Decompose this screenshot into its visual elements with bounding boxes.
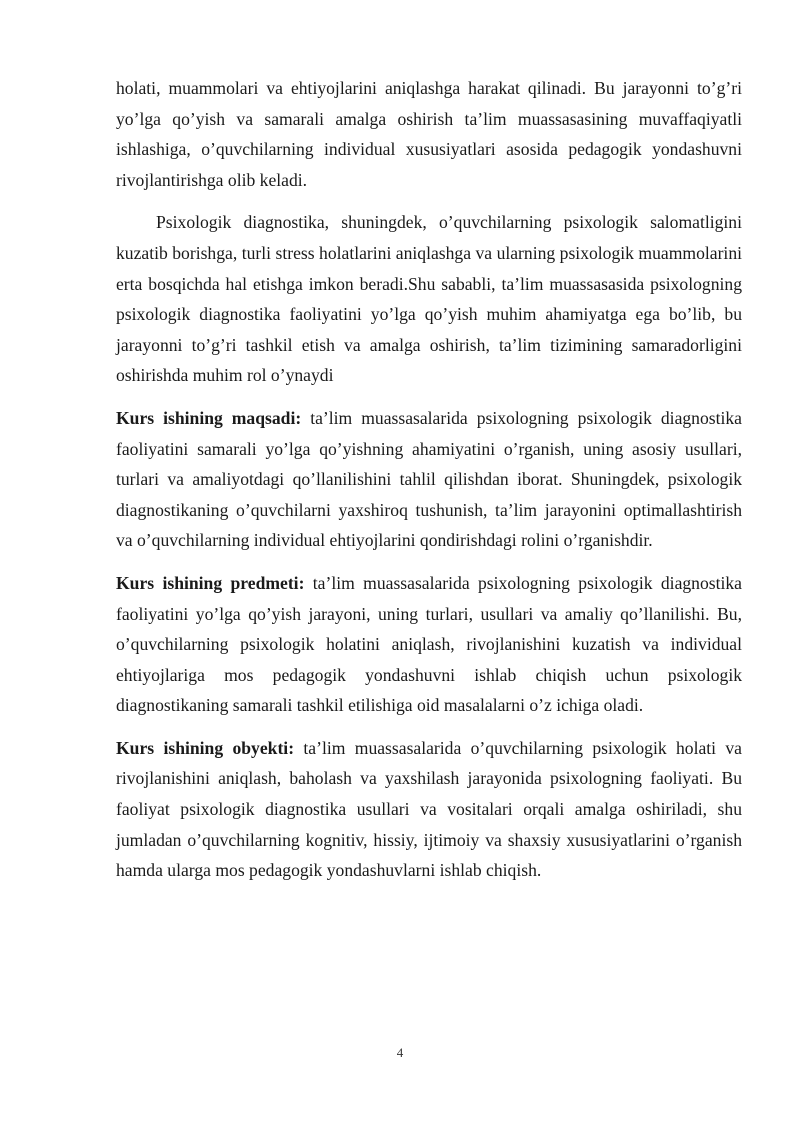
paragraph-course-object [116,733,742,886]
course-object-text: ta’lim muassasalarida o’quvchilarning psixologik holati va rivojlanishini aniqlash, baholash va yaxshilash jarayonida psixologning faoliyati. Bu faoliyat psixologik diagnostika usullari va vositalari orqali amalga oshiriladi, shu jumladan o’quvchilarning kognitiv, hissiy, ijtimoiy va shaxsiy xususiyatlarini o’rganish hamda ularga mos pedagogik yondashuvlarni ishlab chiqish. [116,737,742,881]
page-number: 4 [396,1045,404,1060]
paragraph-intro-continuation: holati, muammolari va ehtiyojlarini aniqlashga harakat qilinadi. Bu jarayonni to’g’ri yo’lga qo’yish va samarali amalga oshirish ta’lim muassasasining muvaffaqiyatli ishlashiga, o’quvchilarning individual xususiyatlari asosida pedagogik yondashuvni rivojlantirishga olib keladi. [116,78,742,190]
document-page [116,73,742,886]
course-subject-label: Kurs ishining predmeti: [116,572,305,593]
course-goal-text: ta’lim muassasalarida psixologning psixologik diagnostika faoliyatini samarali yo’lga qo’yishning ahamiyatini o’rganish, uning asosiy usullari, turlari va amaliyotdagi qo’llanilishini tahlil qilishdan iborat. Shuningdek, psixologik diagnostikaning o’quvchilarni yaxshiroq tushunish, ta’lim jarayonini optimallashtirish va o’quvchilarning individual ehtiyojlarini qondirishdagi rolini o’rganishdir. [116,407,742,551]
course-subject-text: ta’lim muassasalarida psixologning psixologik diagnostika faoliyatini yo’lga qo’yish jarayoni, uning turlari, usullari va amaliy qo’llanilishi. Bu, o’quvchilarning psixologik holatini aniqlash, rivojlanishini kuzatish va individual ehtiyojlariga mos pedagogik yondashuvni ishlab chiqish uchun psixologik diagnostikaning samarali tashkil etilishiga oid masalalarni o’z ichiga oladi. [116,572,742,716]
paragraph-psychological-diagnostics: Psixologik diagnostika, shuningdek, o’quvchilarning psixologik salomatligini kuzatib borishga, turli stress holatlarini aniqlashga va ularning psixologik muammolarini erta bosqichda hal etishga imkon beradi.Shu sababli, ta’lim muassasasida psixologning psixologik diagnostika faoliyatini yo’lga qo’yish muhim ahamiyatga ega bo’lib, bu jarayonni to’g’ri tashkil etish va amalga oshirish, ta’lim tizimining samaradorligini oshirishda muhim rol o’ynaydi [116,212,742,386]
course-goal-label: Kurs ishining maqsadi: [116,407,302,428]
course-object-label: Kurs ishining obyekti: [116,737,295,758]
paragraph-course-subject [116,568,742,721]
paragraph-course-goal [116,403,742,556]
